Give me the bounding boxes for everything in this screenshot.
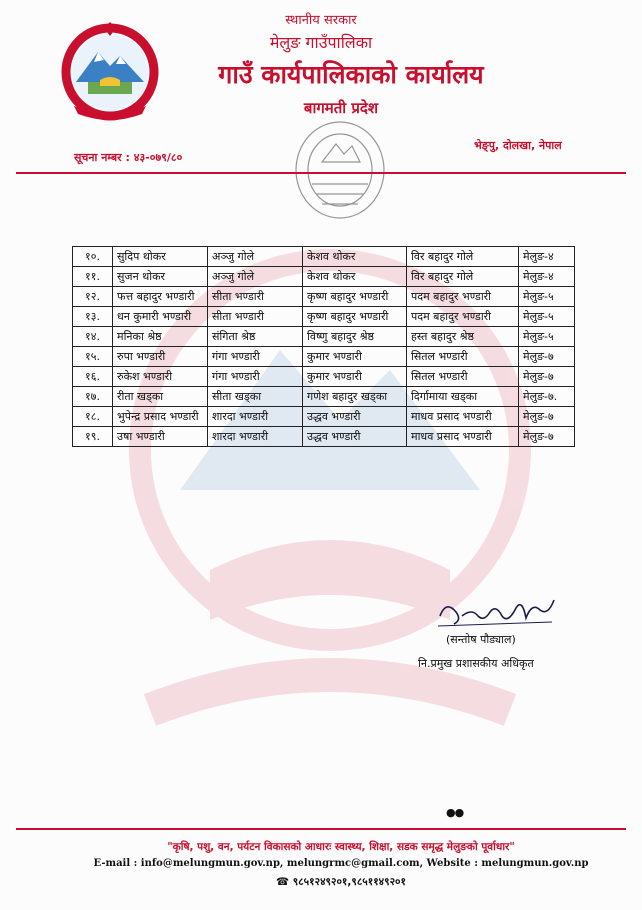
table-cell: विर बहादुर गोले bbox=[407, 267, 519, 287]
province-name: बागमती प्रदेश bbox=[303, 99, 379, 117]
footer-contact: E-mail : info@melungmun.gov.np, melungrmc@gmail.com, Website : melungmun.gov.np bbox=[93, 858, 589, 869]
table-cell: उषा भण्डारी bbox=[113, 427, 208, 447]
table-cell: मेलुङ-७ bbox=[519, 427, 575, 447]
table-cell: गणेश बहादुर खड्का bbox=[303, 387, 407, 407]
table-cell: गंगा भण्डारी bbox=[208, 347, 303, 367]
table-cell: धन कुमारी भण्डारी bbox=[113, 307, 208, 327]
beneficiary-table bbox=[72, 246, 575, 447]
table-cell: १४. bbox=[73, 327, 113, 347]
footer-slogan: "कृषि, पशु, वन, पर्यटन विकासको आधारः स्वास्थ्य, शिक्षा, सडक समृद्ध मेलुङको पूर्वाधार" bbox=[167, 841, 515, 853]
signer-title: नि.प्रमुख प्रशासकीय अधिकृत bbox=[418, 657, 534, 670]
table-row bbox=[73, 247, 575, 267]
table-cell: मेलुङ-५ bbox=[519, 287, 575, 307]
table-cell: उद्धव भण्डारी bbox=[303, 407, 407, 427]
table-cell: सीता भण्डारी bbox=[208, 307, 303, 327]
header-line-1: स्थानीय सरकार bbox=[285, 13, 357, 28]
table-cell: भुपेन्द्र प्रसाद भण्डारी bbox=[113, 407, 208, 427]
table-cell: शारदा भण्डारी bbox=[208, 407, 303, 427]
table-cell: हस्त बहादुर श्रेष्ठ bbox=[407, 327, 519, 347]
table-cell: १६. bbox=[73, 367, 113, 387]
table-cell: सितल भण्डारी bbox=[407, 367, 519, 387]
table-cell: फत्त बहादुर भण्डारी bbox=[113, 287, 208, 307]
table-cell: १३. bbox=[73, 307, 113, 327]
table-cell: रुपा भण्डारी bbox=[113, 347, 208, 367]
office-title: गाउँ कार्यपालिकाको कार्यालय bbox=[218, 60, 484, 89]
table-cell: मेलुङ-४ bbox=[519, 247, 575, 267]
table-cell: १२. bbox=[73, 287, 113, 307]
table-cell: रुकेश भण्डारी bbox=[113, 367, 208, 387]
table-row bbox=[73, 327, 575, 347]
table-cell: केशव थोकर bbox=[303, 247, 407, 267]
office-location: भेङ्पु, दोलखा, नेपाल bbox=[474, 139, 562, 152]
table-cell: ११. bbox=[73, 267, 113, 287]
table-row bbox=[73, 347, 575, 367]
notice-number: सूचना नम्बर : ४३-०७९/८० bbox=[74, 151, 183, 164]
table-row bbox=[73, 387, 575, 407]
table-cell: मेलुङ-५ bbox=[519, 307, 575, 327]
table-cell: मेलुङ-७. bbox=[519, 387, 575, 407]
table-cell: सुजन थोकर bbox=[113, 267, 208, 287]
table-cell: कृष्ण बहादुर भण्डारी bbox=[303, 307, 407, 327]
table-cell: मेलुङ-५ bbox=[519, 327, 575, 347]
table-cell: मेलुङ-७ bbox=[519, 367, 575, 387]
table-cell: कुमार भण्डारी bbox=[303, 347, 407, 367]
table-cell: कुमार भण्डारी bbox=[303, 367, 407, 387]
table-row bbox=[73, 427, 575, 447]
table-cell: सुदिप थोकर bbox=[113, 247, 208, 267]
table-cell: विर बहादुर गोले bbox=[407, 247, 519, 267]
table-cell: शारदा भण्डारी bbox=[208, 427, 303, 447]
table-cell: १८. bbox=[73, 407, 113, 427]
table-cell: पदम बहादुर भण्डारी bbox=[407, 287, 519, 307]
table-row bbox=[73, 267, 575, 287]
table-cell: मेलुङ-७ bbox=[519, 347, 575, 367]
signature-mark bbox=[432, 590, 562, 632]
table-cell: मेलुङ-७ bbox=[519, 407, 575, 427]
table-row bbox=[73, 307, 575, 327]
ink-dots: ●● bbox=[446, 806, 464, 819]
table-cell: १९. bbox=[73, 427, 113, 447]
footer-divider bbox=[16, 828, 626, 830]
table-cell: संगिता श्रेष्ठ bbox=[208, 327, 303, 347]
table-cell: गंगा भण्डारी bbox=[208, 367, 303, 387]
signer-name: (सन्तोष पौड्याल) bbox=[446, 633, 516, 646]
table-cell: दिर्गामाया खड्का bbox=[407, 387, 519, 407]
table-cell: सितल भण्डारी bbox=[407, 347, 519, 367]
table-cell: १०. bbox=[73, 247, 113, 267]
table-cell: माधव प्रसाद भण्डारी bbox=[407, 427, 519, 447]
table-cell: रीता खड्का bbox=[113, 387, 208, 407]
header-divider bbox=[16, 172, 626, 174]
table-cell: मनिका श्रेष्ठ bbox=[113, 327, 208, 347]
table-cell: कृष्ण बहादुर भण्डारी bbox=[303, 287, 407, 307]
table-cell: अञ्जु गोले bbox=[208, 267, 303, 287]
table-row bbox=[73, 287, 575, 307]
table-cell: उद्धव भण्डारी bbox=[303, 427, 407, 447]
table-cell: सीता भण्डारी bbox=[208, 287, 303, 307]
table-cell: १५. bbox=[73, 347, 113, 367]
table-cell: केशव थोकर bbox=[303, 267, 407, 287]
table-cell: १७. bbox=[73, 387, 113, 407]
header-line-2: मेलुङ गाउँपालिका bbox=[269, 33, 373, 52]
office-stamp-icon bbox=[292, 112, 388, 222]
table-row bbox=[73, 407, 575, 427]
table-cell: सीता खड्का bbox=[208, 387, 303, 407]
footer-phone: ☎ ९८५१२४९२०१,९८५११४९२०१ bbox=[276, 876, 406, 888]
table-cell: अञ्जु गोले bbox=[208, 247, 303, 267]
table-cell: विष्णु बहादुर श्रेष्ठ bbox=[303, 327, 407, 347]
table-row bbox=[73, 367, 575, 387]
table-cell: पदम बहादुर भण्डारी bbox=[407, 307, 519, 327]
table-cell: माधव प्रसाद भण्डारी bbox=[407, 407, 519, 427]
table-cell: मेलुङ-४ bbox=[519, 267, 575, 287]
